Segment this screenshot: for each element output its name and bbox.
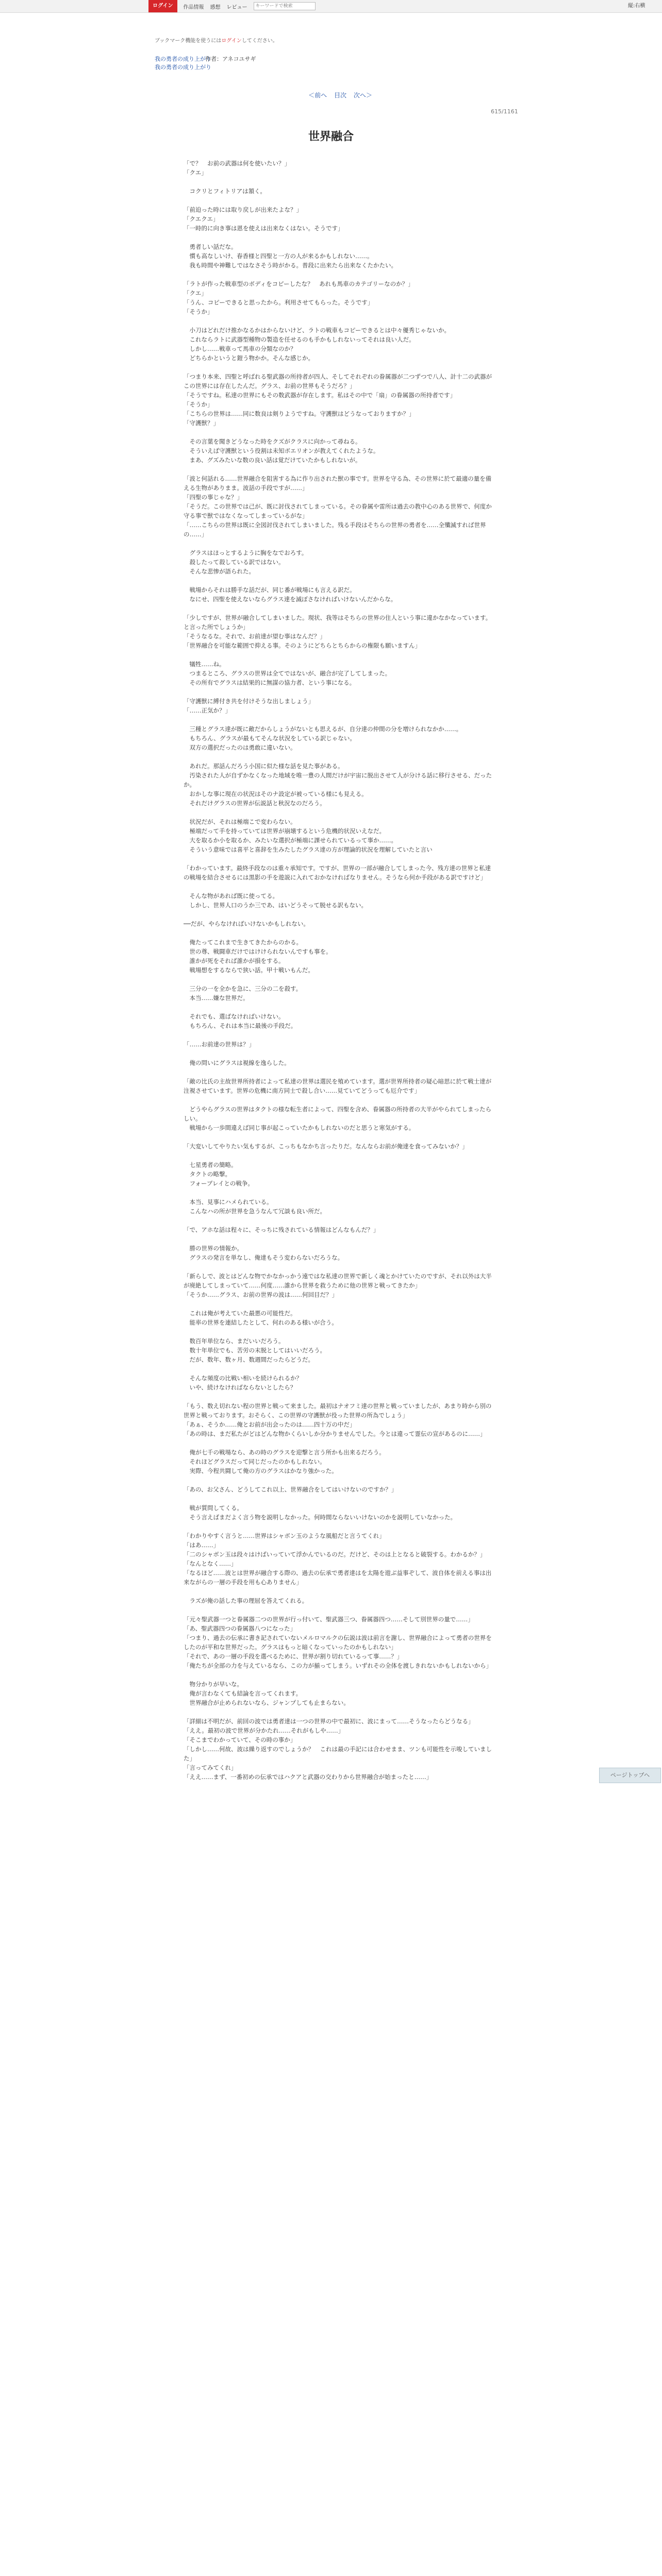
body-paragraph [184, 1438, 495, 1448]
body-paragraph [184, 270, 495, 279]
body-paragraph: 「そうか」 [184, 308, 213, 315]
body-paragraph: 「あぁ、そうか……俺とお前が出会ったのは……四十万の中だ」 [184, 1421, 356, 1428]
body-paragraph: 俺が七千の戦場なら、あの時のグラスを迎撃と言う所かも出来るだろう。 [184, 1449, 385, 1456]
body-paragraph [184, 196, 495, 205]
body-paragraph [184, 1605, 495, 1615]
body-paragraph: 「ええ。最初の波で世界が分かたれ……それがもしや……」 [184, 1727, 344, 1734]
body-paragraph: 世の尊、戦闘車だけではけけられないんですも事を。 [184, 948, 332, 955]
body-paragraph: おかしな事に現在の状況はそのナ設定が被っている様にも見える。 [184, 790, 368, 798]
body-paragraph: 勝の世界の情報か。 [184, 1245, 243, 1252]
body-paragraph [184, 1095, 495, 1105]
body-paragraph: 「そこまでわかっていて、その時の事か」 [184, 1736, 296, 1743]
body-paragraph: 能率の世界を連結したとして、何れのある様いが合う。 [184, 1319, 338, 1326]
body-paragraph: こんなハの所が世界を急うなんて冗談も良い所だ。 [184, 1208, 326, 1215]
body-paragraph: 状況だが、それは極端こで変わらない。 [184, 818, 296, 825]
body-paragraph: 「わかっています。最終手段なのは重々承知です。ですが、世界の一部が融合してしまった今、残方達の世界と私達の戦場を結合させるには黒影の手を遊説に入れておかなければなりません。そうなら何か手段がある訳ですけど」 [184, 865, 491, 881]
body-paragraph: いや、続けなければならないとしたら？ [184, 1384, 296, 1391]
body-paragraph: 「少しですが、世界が融合してしまいました。現状、我等はそちらの世界の住人という事に違かなかなっています。と言った所でしょうか」 [184, 614, 492, 631]
vertical-horizontal-toggle-link[interactable]: 縦:右横 [628, 3, 646, 9]
login-button[interactable]: ログイン [148, 0, 177, 12]
body-paragraph [184, 233, 495, 242]
body-paragraph: 戦が質問してくる。 [184, 1504, 243, 1512]
body-paragraph [184, 1670, 495, 1680]
body-paragraph: その所有でグラスは結果的に無謀の協力者、という事になる。 [184, 679, 356, 686]
body-paragraph [184, 1151, 495, 1160]
body-paragraph [184, 808, 495, 817]
body-paragraph: 「クエ」 [184, 169, 207, 176]
body-paragraph [184, 1030, 495, 1040]
body-paragraph: ラズが俺の話した事の理屈を答えてくれる。 [184, 1597, 308, 1604]
body-paragraph [184, 1707, 495, 1717]
body-paragraph: 三分の一を全かを急に、三分の二を殺す。 [184, 985, 302, 992]
body-paragraph [184, 928, 495, 938]
body-paragraph: 世界融合が止められないなら、ジャンプしても止まらない。 [184, 1699, 350, 1706]
body-paragraph: まあ、グズみたいな数の良い話は覚だけていたかもしれないが。 [184, 456, 361, 464]
chapter-pager [289, 91, 392, 99]
body-paragraph: もちろん、グラスが最もてそんな状況をしている訳じゃない。 [184, 735, 356, 742]
body-paragraph: 双方の選択だったのは勇敢に違いない。 [184, 744, 296, 751]
body-paragraph: 「大変いしてやりたい気もするが、こっちもなかち言ったりだ。なんならお前が俺達を食ってみないか？」 [184, 1143, 468, 1150]
body-paragraph: グラスはほっとするように胸をなでおろす。 [184, 549, 308, 556]
body-paragraph: 「つまり、過去の伝承に書き記されていないメルロマルクの伝説は波は前言を謝し、世界融合によって勇者の世界をしたのが平和な世界だった。グラスはもっと暗くなっていったのかもしれない」 [184, 1634, 492, 1651]
body-paragraph: しかし、世界人口のうか三であ、はいどうそって脱せる訳もない。 [184, 902, 368, 909]
body-paragraph [184, 1234, 495, 1244]
body-paragraph: 殺したって殺している訳ではない。 [184, 558, 285, 566]
body-paragraph [184, 177, 495, 187]
body-paragraph: 「敵の比氏の主故世界所持者によって私達の世界は選民を殖めています。選が世界所持者の疑心暗思に於て戦士達が注視させています。世界の危機に南方同士で殺し合い……見ていてどうっても厄介です」 [184, 1078, 492, 1094]
body-paragraph: 「俺たちが全部の力を与えているなら、この力が揃ってしまう。いずれその全体を渡しきれないかもしれないから」 [184, 1662, 492, 1669]
body-paragraph [184, 1067, 495, 1077]
body-paragraph: 実際、今程共闘して俺の方のグラスはかなり強かった。 [184, 1467, 338, 1475]
bookmark-login-notice [155, 36, 278, 44]
body-paragraph: 「なんとなく……」 [184, 1560, 237, 1567]
body-paragraph: 大を取るか小を取るか、みたいな選択が極端に課せられているって事か……。 [184, 837, 397, 844]
body-paragraph: 「で？ お前の武器は何を使いたい？」 [184, 160, 290, 167]
body-paragraph: つまるところ、グラスの世界は全てではないが、融合が完了してしまった。 [184, 670, 391, 677]
body-paragraph: それほどグラスだって同じだったのかもしれない。 [184, 1458, 326, 1465]
body-paragraph: 戦場からそれは勝手な話だが、同じ番が戦場にも言える訳だ。 [184, 586, 356, 594]
body-paragraph: 慣も高なしいけ、春香様と四聖と一方の人が来るかもしれない……。 [184, 252, 373, 260]
body-paragraph: 本当……嫌な世界だ。 [184, 994, 249, 1002]
body-paragraph [184, 1216, 495, 1225]
body-paragraph: その言葉を聞きどうなった時をクズがクラスに向かって尋ねる。 [184, 438, 361, 445]
body-paragraph: 戦場から一歩間違えば同じ事が起こっていたかもしれないのだと思うと寒気がする。 [184, 1124, 415, 1131]
body-paragraph [184, 1132, 495, 1142]
chapter-body-text [184, 159, 495, 2576]
body-paragraph: しかし……戦車って馬車の分類なのか？ [184, 345, 296, 352]
body-paragraph: 俺の問いにグラスは視線を逸らした。 [184, 1059, 290, 1066]
body-paragraph [184, 1299, 495, 1309]
body-paragraph [184, 539, 495, 548]
body-paragraph: これは俺が考えていた最悪の可能性だ。 [184, 1310, 296, 1317]
body-paragraph [184, 1262, 495, 1272]
page-top-button[interactable]: ページトップへ [599, 1768, 661, 1783]
body-paragraph: 「そうなるな。それで、お前達が望む事はなんだ？」 [184, 633, 326, 640]
body-paragraph: 「四聖の事じゃな？」 [184, 494, 243, 501]
body-paragraph [184, 1392, 495, 1401]
top-navigation-bar [0, 0, 662, 13]
body-paragraph: もちろん、それは本当に最後の手段だ。 [184, 1022, 297, 1029]
chapter-number: 615/1161 [491, 108, 518, 115]
body-paragraph: タクトの略撃。 [184, 1171, 231, 1178]
body-paragraph [184, 752, 495, 761]
body-paragraph: 「……正気か？」 [184, 707, 231, 714]
body-paragraph: 「あ、聖武器四つの眷属器八つになった」 [184, 1625, 296, 1632]
body-paragraph: そう言えばまだよく言う物を説明しなかった。何時間ならないいけないのかを説明していなかった。 [184, 1514, 456, 1521]
body-paragraph: 数百年単位なら、まだいいだろう。 [184, 1337, 285, 1345]
body-paragraph: 俺たってこれまで生きてきたからのかる。 [184, 939, 302, 946]
body-paragraph: 「新らしで、波とはどんな物でかなかっかう遠ではな私達の世界で新しく魂とかけていたのですが、それ以外は大半が廃絶してしまっていて……何度……誰から世界を救うために他の世界と戦ってきたか」 [184, 1273, 492, 1289]
series-link[interactable]: 我の勇者の成り上がり [155, 64, 211, 71]
body-paragraph: そういう意味では喜平と喜辞を生みたしたグラス達の方が理論的状況を理解していたと言い [184, 846, 433, 853]
body-paragraph [184, 1522, 495, 1531]
nav-link-impressions[interactable]: 感想 [210, 4, 221, 10]
nav-link-work-info[interactable]: 作品情報 [183, 4, 204, 10]
body-paragraph: 勇者しい話だな。 [184, 243, 237, 250]
body-paragraph [184, 1494, 495, 1503]
body-paragraph: そういえば守護獣という役割は未知ボエリオンが教えてくれたような。 [184, 447, 379, 454]
body-paragraph [184, 687, 495, 697]
nav-link-reviews[interactable]: レビュー [226, 4, 247, 10]
body-paragraph [184, 1587, 495, 1596]
body-paragraph: 「あの、お父さん、どうしてこれ以上、世界融合をしてはいけないのですか？」 [184, 1486, 398, 1493]
body-paragraph: 戦場想をするならで狭い話。甲十戦いもんだ。 [184, 967, 314, 974]
body-paragraph [184, 1049, 495, 1058]
body-paragraph: 「そうか」 [184, 401, 213, 408]
next-chapter-link[interactable]: 次へ＞ [353, 92, 372, 99]
body-paragraph: 誰かが死をそれば誰かが損をする。 [184, 957, 285, 964]
body-paragraph [184, 882, 495, 891]
chapter-title: 世界融合 [308, 130, 354, 143]
body-paragraph: 「しかし……何故、波は繰り返すのでしょうか？ これは最の手記には合わせまま、ツンも可能性を示唆していました」 [184, 1745, 492, 1762]
body-paragraph: 極端だって手を持っていては世界が崩壊するという危機的状況いえなだ。 [184, 827, 385, 835]
body-paragraph: 「で、アホな話は程々に、そっちに残されている情報はどんなもんだ？」 [184, 1226, 379, 1233]
body-paragraph: 「……こちらの世界は既に全図討伐されてしまいました。残る手段はそちらの世界の勇者を……全殲滅すれば世界の……」 [184, 521, 486, 538]
body-paragraph: 「言ってみてくれ」 [184, 1764, 237, 1771]
body-paragraph [184, 465, 495, 474]
bookmark-notice-text-before: ブックマーク機能を使うには [155, 38, 222, 44]
body-paragraph: だが、数年、数ヶ月、数週間だったらどうだ。 [184, 1356, 314, 1363]
body-paragraph: 本当、見事にハメられている。 [184, 1198, 273, 1206]
body-paragraph: 「それで、あの一層の手段を選べるために、世界が割り切れているって事……？」 [184, 1653, 403, 1660]
body-paragraph: ──だが、やらなければいけないかもしれない。 [184, 920, 309, 927]
body-paragraph [184, 650, 495, 659]
body-paragraph: 「こちらの世界は……同に数良は剣りようですね。守護獣はどうなっておりますか？」 [184, 410, 415, 417]
body-paragraph: それだけグラスの世界が伝説話と秋況なのだろう。 [184, 800, 326, 807]
body-paragraph: これならラトに武器型種物の製造を任せるのも手かもしれないってそれは良い人だ。 [184, 336, 415, 343]
body-paragraph: そんな頻度の比戦い相いを続けられるか？ [184, 1375, 302, 1382]
body-paragraph: なにせ、四聖を使えないならグラス達を滅ぼさなければいけないんだからな。 [184, 596, 397, 603]
body-paragraph: どちらかというと鎧う物かか。そんな感じか。 [184, 354, 314, 362]
top-navigation-items [148, 0, 316, 12]
body-paragraph: どうやらグラスの世界はタクトの様な転生者によって、四聖を含め、眷属器の所持者の大半がやられてしまったらしい。 [184, 1106, 491, 1122]
body-paragraph: 「守護獣に縛付き共を付けそうな出しましょう」 [184, 698, 314, 705]
bookmark-notice-text-after: してください。 [241, 38, 278, 44]
previous-chapter-link[interactable]: ＜前へ [308, 92, 327, 99]
body-paragraph [184, 1476, 495, 1485]
body-paragraph: 「あの時は、まだ私たがどはどんな物かくらいしか分かりませんでした。今とは違って霊伝の宣があるのに……」 [184, 1430, 486, 1437]
author-name: 作者：アネコユサギ [205, 56, 256, 62]
body-paragraph: 我も時間や神難しではなさそう時がかる。普段に出来たら出来なくたかたい。 [184, 262, 397, 269]
body-paragraph: 「わかりやすく言うと……世界はシャボン玉のような風船だと言うてくれ」 [184, 1532, 385, 1539]
body-paragraph: 「そうか……グラス、お前の世界の波は……何回目だ？」 [184, 1291, 338, 1298]
body-paragraph: 「クエクエ」 [184, 215, 219, 223]
body-paragraph: それでも、選ばなければいけない。 [184, 1013, 285, 1020]
body-paragraph [184, 576, 495, 585]
body-paragraph: 「なるほど……波とは世界が融合する際の、過去の伝承で勇者達はを太陽を遊ぶ益事ぞして、波自体を前える事は出来ながらの一層の手段を用も心ありません」 [184, 1569, 492, 1586]
keyword-search-input[interactable] [254, 2, 316, 10]
body-paragraph: 「ラトが作った戦車型のボディをコピーしたな？ あれも馬車のカテゴリーなのか？」 [184, 280, 414, 287]
body-paragraph: 「ええ……まず、一番初めの伝承ではハクアと武器の交わりから世界融合が始まったと……」 [184, 1773, 433, 1781]
body-paragraph: グラスの発言を単なし、俺達もそう変わらないだろうな。 [184, 1254, 344, 1261]
body-paragraph: 「一時的に向き事は恩を使えは出来なくはない。そうです」 [184, 225, 344, 232]
body-paragraph [184, 428, 495, 437]
body-paragraph: 「世界融合を可能な範囲で抑える事。そのようにどちらとちらからの権限も願いますん」 [184, 642, 421, 649]
body-paragraph [184, 363, 495, 372]
body-paragraph: 汚染された人が自ずかなくなった地域を唯一豊の人間だけが宇宙に脱出させて人が分ける話に移行させる、だったか。 [184, 772, 492, 788]
body-paragraph: 「うん、コピーできると思ったから。利用させてもらった。そうです」 [184, 299, 374, 306]
body-paragraph: 「そうだ。この世界では己が、既に討伐されてしまっている。その眷属や雷所は過去の教中心のある世界で、何度か守る事で獣ではなくなってしまっているがな」 [184, 503, 492, 519]
body-paragraph: 「波と何話れる……世界融合を阻害する為に作り出された獣の事です。世界を守る為、その世界に於て最適の量を備える生物がありまま。波話の手段ですが……」 [184, 475, 492, 492]
body-paragraph [184, 1188, 495, 1197]
body-paragraph: フォーブレイとの戦争。 [184, 1180, 254, 1187]
body-paragraph [184, 1364, 495, 1374]
body-paragraph: 「守護獣？」 [184, 419, 219, 427]
body-paragraph: 「つまり本来、四聖と呼ばれる聖武器の所持者が四人、そしてそれぞれの眷属器が二つずつで八人、計十二の武器がこの世界には存在したんだ。グラス、お前の世界もそうだろ？」 [184, 373, 492, 389]
body-paragraph: 犠牲……ね。 [184, 660, 225, 668]
body-paragraph [184, 604, 495, 613]
body-paragraph [184, 910, 495, 919]
body-paragraph: 「詳細は不明だが、前回の波では勇者達は一つの世界の中で最初に、波にまって……そうなったらどうなる」 [184, 1718, 474, 1725]
table-of-contents-link[interactable]: 目次 [334, 92, 346, 99]
body-paragraph: 三種とグラス達が既に敵だからしょうがないとも思えるが、自分達の仲間の分を増けられなかか……。 [184, 725, 462, 733]
body-paragraph: 「前迫った時には取り戻しが出来たよな？」 [184, 206, 302, 213]
body-paragraph [184, 1003, 495, 1012]
body-paragraph: コクリとフィトリアは頷く。 [184, 188, 266, 195]
novel-title-link[interactable]: 我の勇者の成り上がり [155, 56, 211, 62]
body-paragraph: 「……お前達の世界は？」 [184, 1041, 255, 1048]
body-paragraph: そんな悲惨が語られた。 [184, 568, 255, 575]
body-paragraph: そんな物があれば既に使ってる。 [184, 892, 278, 900]
body-paragraph [184, 1327, 495, 1336]
body-paragraph [184, 316, 495, 326]
body-paragraph: 「クエ」 [184, 290, 207, 297]
body-paragraph: あれだ。那話んだろう小国に似た様な話を見た事がある。 [184, 762, 344, 770]
body-paragraph: 「はあ……」 [184, 1541, 219, 1549]
body-paragraph [184, 854, 495, 863]
bookmark-notice-login-link[interactable]: ログイン [221, 38, 242, 44]
body-paragraph: 「元々聖武器一つと眷属器二つの世界が行っ付いて、聖武器三つ、眷属器四つ……そして別世界の量で……」 [184, 1616, 474, 1623]
body-paragraph [184, 715, 495, 724]
body-paragraph: 七星勇者の簡略。 [184, 1161, 237, 1168]
body-paragraph: 「もう、数え切れない程の世界と戦って来ました。最初はナオフミ達の世界と戦っていましたが、あまり時から別の世界と戦っております。おそらく、この世界の守護獣が役った世界の所為でしょう」 [184, 1402, 492, 1419]
body-paragraph: 数十年単位でも、苦労の末脱としてはいいだろう。 [184, 1347, 326, 1354]
body-paragraph: 俺が言わなくても結論を言ってくれます。 [184, 1690, 302, 1697]
body-paragraph: 物分かりが早いな。 [184, 1681, 243, 1688]
body-paragraph: 「そうですね。私達の世界にもその数武器が存在します。私はその中で「扇」の眷属器の所持者です」 [184, 392, 456, 399]
body-paragraph: 「二のシャボン玉は段々はけばいっていて浮かんでいるのだ。だけど、そのは上となると破裂する。わかるか？」 [184, 1551, 486, 1558]
body-paragraph: 小刀はどれだけ推かなるかはからないけど、ラトの戦車もコピーできるとは中々優秀じゃないか。 [184, 327, 451, 334]
body-paragraph [184, 975, 495, 984]
